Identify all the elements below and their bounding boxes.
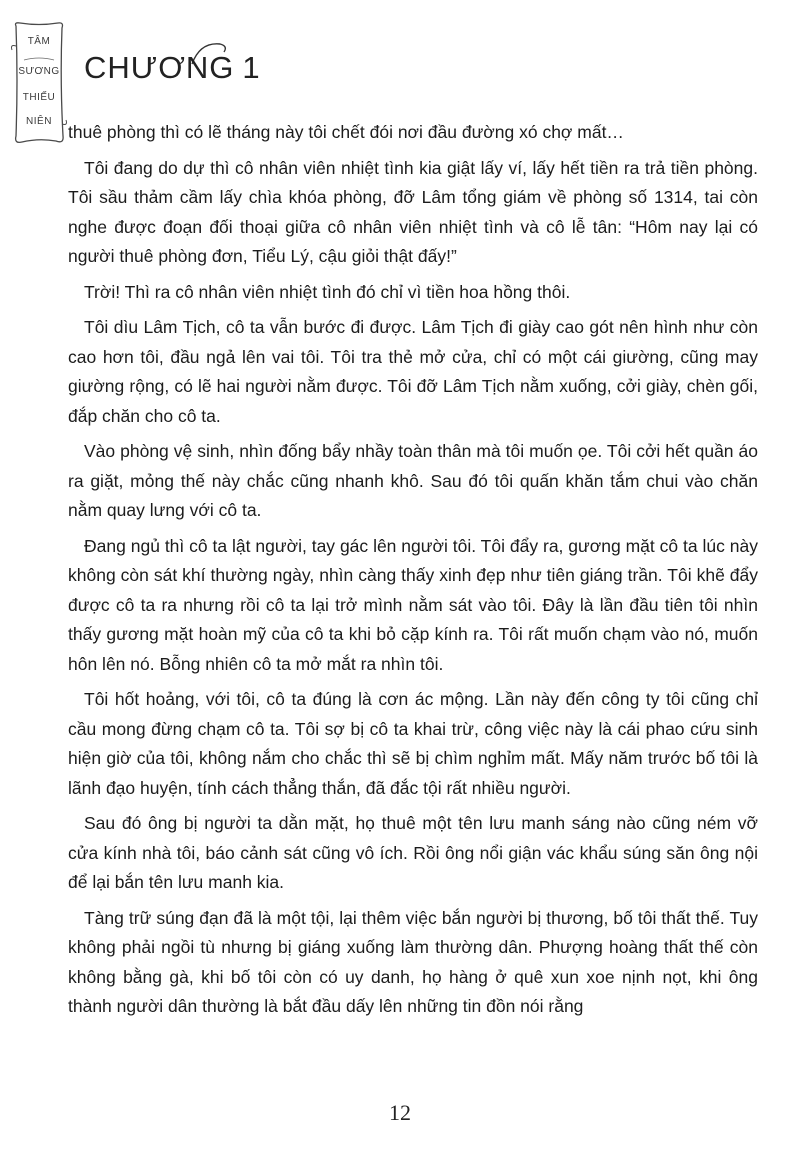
- paragraph: Trời! Thì ra cô nhân viên nhiệt tình đó chỉ vì tiền hoa hồng thôi.: [84, 281, 571, 302]
- emblem-line-2: SƯƠNG: [18, 66, 60, 77]
- paragraph: Tôi hốt hoảng, với tôi, cô ta đúng là cơn ác mộng. Lần này đến công ty tôi cũng chỉ cầu mong đừng chạm cô ta. Tôi sợ bị cô ta khai trừ, công việc này là cái phao cứu sinh hiện giờ của tôi, không nắm cho chắc thì sẽ bị chìm nghỉm mất. Mấy năm trước bố tôi là lãnh đạo huyện, tính cách thẳng thắn, đã đắc tội rất nhiều người.: [68, 689, 758, 798]
- paragraph: Tôi dìu Lâm Tịch, cô ta vẫn bước đi được. Lâm Tịch đi giày cao gót nên hình như còn cao hơn tôi, đầu ngả lên vai tôi. Tôi tra thẻ mở cửa, chỉ có một cái giường, cũng may giường rộng, có lẽ hai người nằm được. Tôi đỡ Lâm Tịch nằm xuống, cởi giày, chèn gối, đắp chăn cho cô ta.: [68, 317, 758, 426]
- book-title-emblem: [10, 20, 68, 148]
- emblem-line-3: THIẾU: [22, 92, 56, 103]
- paragraph: Tàng trữ súng đạn đã là một tội, lại thêm việc bắn người bị thương, bố tôi thất thế. Tuy không phải ngồi tù nhưng bị giáng xuống làm thường dân. Phượng hoàng thất thế còn không bằng gà, khi bố tôi còn có uy danh, họ hàng ở quê xun xoe nịnh nọt, khi ông thành người dân thường là bắt đầu dấy lên những tin đồn nói rằng: [68, 907, 758, 1016]
- chapter-heading: [84, 50, 261, 86]
- page-number: 12: [389, 1100, 411, 1125]
- emblem-line-1: TÂM: [27, 36, 51, 47]
- paragraph: Sau đó ông bị người ta dằn mặt, họ thuê một tên lưu manh sáng nào cũng ném vỡ cửa kính nhà tôi, báo cảnh sát cũng vô ích. Rồi ông nổi giận vác khẩu súng săn ông nội để lại bắn tên lưu manh kia.: [68, 813, 758, 892]
- chapter-title: CHƯƠNG: [84, 50, 235, 85]
- paragraph: Tôi đang do dự thì cô nhân viên nhiệt tình kia giật lấy ví, lấy hết tiền ra trả tiền phòng. Tôi sầu thảm cầm lấy chìa khóa phòng, đỡ Lâm tổng giám về phòng số 1314, tai còn nghe được đoạn đối thoại giữa cô nhân viên nhiệt tình và cô lễ tân: “Hôm nay lại có người thuê phòng đơn, Tiểu Lý, cậu giỏi thật đấy!”: [68, 157, 758, 266]
- chapter-number: 1: [242, 50, 261, 85]
- emblem-line-4: NIÊN: [26, 116, 52, 127]
- paragraph: Vào phòng vệ sinh, nhìn đống bẩy nhầy toàn thân mà tôi muốn ọe. Tôi cởi hết quần áo ra giặt, mỏng thế này chắc cũng nhanh khô. Sau đó tôi quấn khăn tắm chui vào chăn nằm quay lưng với cô ta.: [68, 441, 758, 520]
- paragraph: thuê phòng thì có lẽ tháng này tôi chết đói nơi đầu đường xó chợ mất…: [68, 122, 624, 142]
- paragraph: Đang ngủ thì cô ta lật người, tay gác lên người tôi. Tôi đẩy ra, gương mặt cô ta lúc này không còn sát khí thường ngày, nhìn càng thấy xinh đẹp như tiên giáng trần. Tôi khẽ đẩy được cô ta ra nhưng rồi cô ta lại trở mình nằm sát vào tôi. Đây là lần đầu tiên tôi nhìn thấy gương mặt hoàn mỹ của cô ta khi bỏ cặp kính ra. Tôi rất muốn chạm vào nó, muốn hôn lên nó. Bỗng nhiên cô ta mở mắt ra nhìn tôi.: [68, 535, 758, 674]
- chapter-body: [68, 118, 758, 1028]
